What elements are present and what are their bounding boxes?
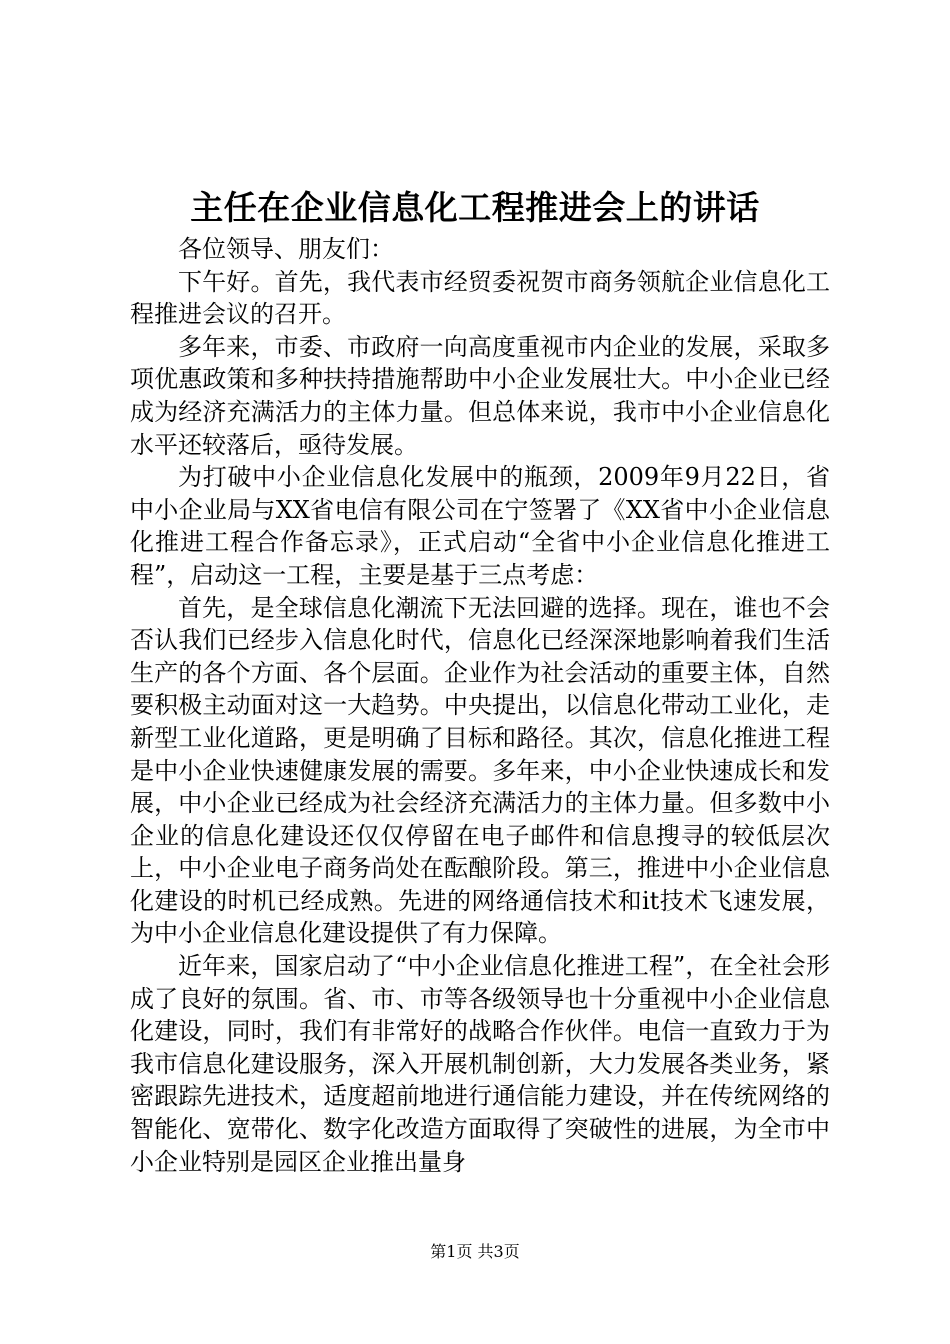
paragraph-three-reasons: 首先，是全球信息化潮流下无法回避的选择。现在，谁也不会否认我们已经步入信息化时代，信息化已经深深地影响着我们生活生产的各个方面、各个层面。企业作为社会活动的重要主体，自然要积极主动面对这一大趋势。中央提出，以信息化带动工业化，走新型工业化道路，更是明确了目标和路径。其次，信息化推进工程是中小企业快速健康发展的需要。多年来，中小企业快速成长和发展，中小企业已经成为社会经济充满活力的主体力量。但多数中小企业的信息化建设还仅仅停留在电子邮件和信息搜寻的较低层次上，中小企业电子商务尚处在酝酿阶段。第三，推进中小企业信息化建设的时机已经成熟。先进的网络通信技术和it技术飞速发展，为中小企业信息化建设提供了有力保障。 (130, 593, 830, 948)
paragraph-salutation: 各位领导、朋友们： (178, 235, 394, 263)
document-title: 主任在企业信息化工程推进会上的讲话 (190, 188, 760, 227)
paragraph-project-launch: 为打破中小企业信息化发展中的瓶颈，2009年9月22日，省中小企业局与XX省电信有限公司在宁签署了《XX省中小企业信息化推进工程合作备忘录》，正式启动“全省中小企业信息化推进工程”，启动这一工程，主要是基于三点考虑： (130, 463, 830, 589)
paragraph-background: 多年来，市委、市政府一向高度重视市内企业的发展，采取多项优惠政策和多种扶持措施帮助中小企业发展壮大。中小企业已经成为经济充满活力的主体力量。但总体来说，我市中小企业信息化水平还较落后，亟待发展。 (130, 332, 830, 459)
page-number-footer: 第1页 共3页 (430, 1242, 520, 1261)
paragraph-greeting: 下午好。首先，我代表市经贸委祝贺市商务领航企业信息化工程推进会议的召开。 (130, 267, 830, 329)
paragraph-recent-years: 近年来，国家启动了“中小企业信息化推进工程”，在全社会形成了良好的氛围。省、市、市等各级领导也十分重视中小企业信息化建设，同时，我们有非常好的战略合作伙伴。电信一直致力于为我市信息化建设服务，深入开展机制创新，大力发展各类业务，紧密跟踪先进技术，适度超前地进行通信能力建设，并在传统网络的智能化、宽带化、数字化改造方面取得了突破性的进展，为全市中小企业特别是园区企业推出量身 (130, 952, 830, 1176)
document-body (130, 233, 830, 1178)
